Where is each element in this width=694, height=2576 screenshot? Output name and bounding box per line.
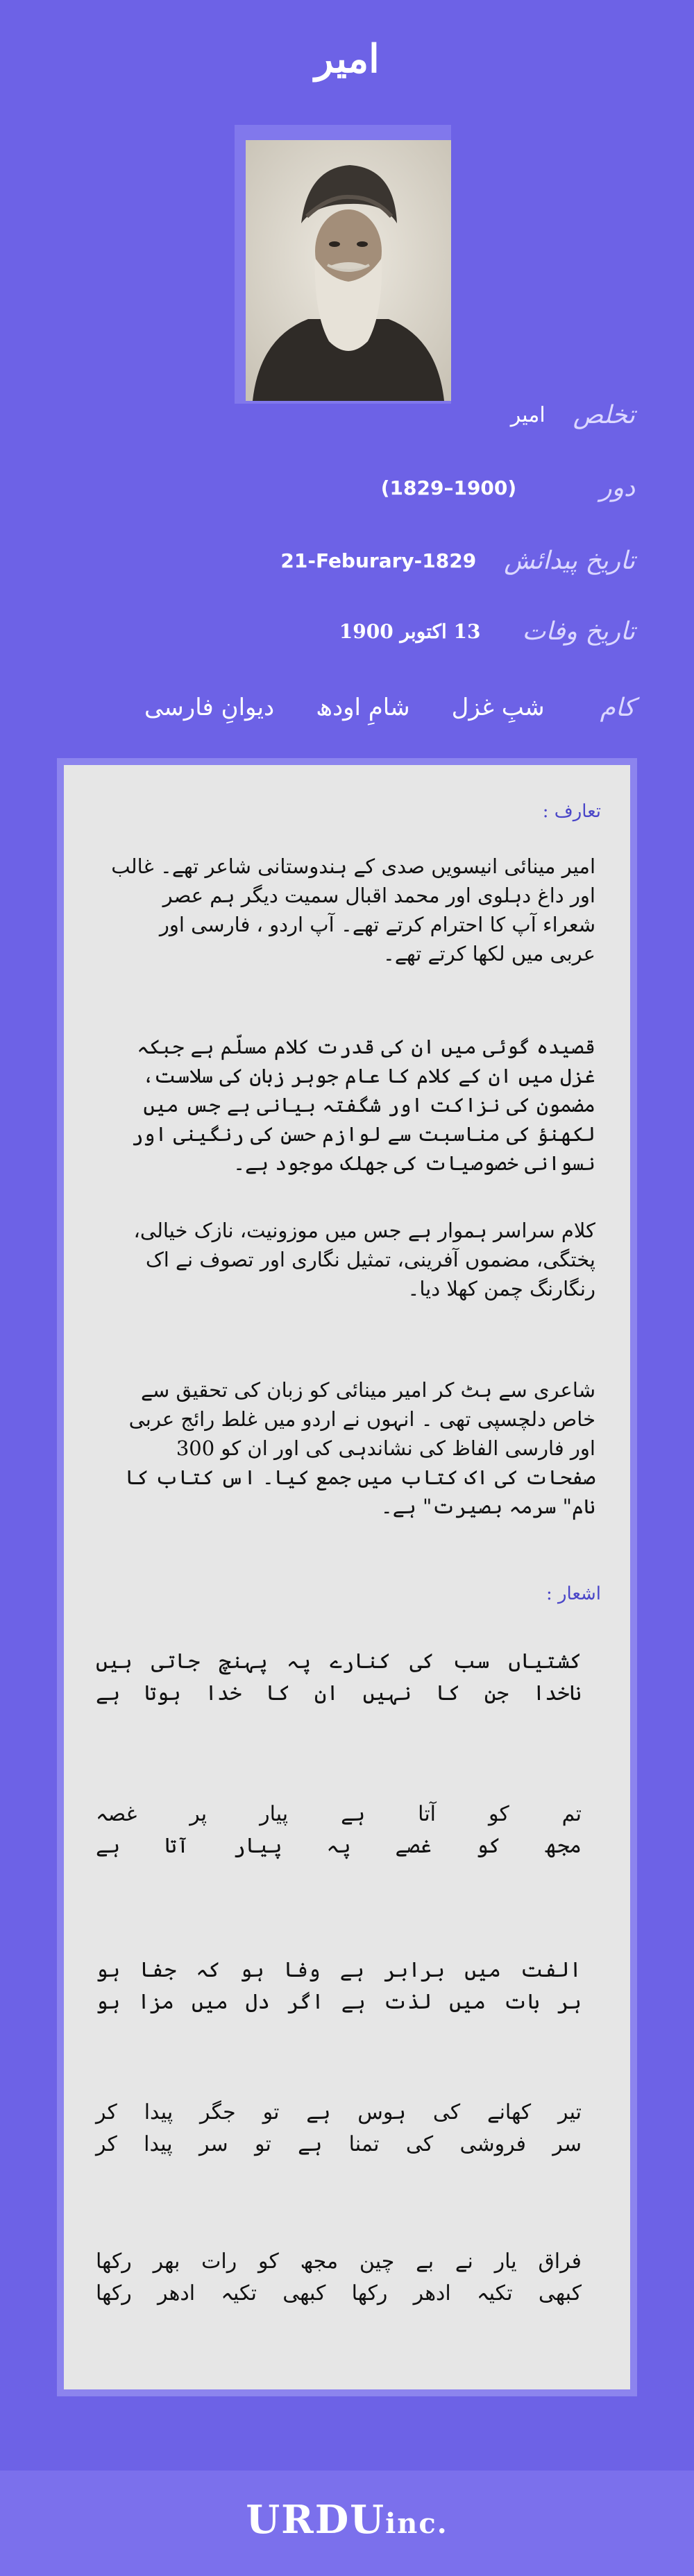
couplet-line: تم کو آتا ہے پیار پر غصہ xyxy=(96,1802,582,1826)
works-label: کام xyxy=(600,693,635,722)
couplet xyxy=(96,2246,582,2310)
work-item[interactable]: شامِ اودھ xyxy=(316,694,410,721)
couplet-line: سر فروشی کی تمنا ہے تو سر پیدا کر xyxy=(96,2132,582,2156)
daur-label: دور xyxy=(600,473,635,502)
work-item[interactable]: دیوانِ فارسی xyxy=(144,694,275,721)
couplet-line: تیر کھانے کی ہوس ہے تو جگر پیدا کر xyxy=(96,2100,582,2124)
couplet xyxy=(96,1798,582,1862)
couplet-line: کشتیاں سب کی کنارے پہ پہنچ جاتی ہیں xyxy=(96,1649,582,1674)
info-birth xyxy=(280,540,635,581)
couplet-line: ناخدا جن کا نہیں ان کا خدا ہوتا ہے xyxy=(96,1681,582,1706)
info-takhallus xyxy=(511,394,635,436)
logo-suffix: inc. xyxy=(385,2507,448,2540)
footer xyxy=(0,2471,694,2576)
couplet-line: الفت میں برابر ہے وفا ہو کہ جفا ہو xyxy=(96,1958,582,1982)
portrait-frame xyxy=(235,125,451,404)
takhallus-value: امیر xyxy=(510,402,545,427)
couplet-line: کبھی تکیہ ادھر رکھا کبھی تکیہ ادھر رکھا xyxy=(96,2281,582,2305)
couplet-line: ہر بات میں لذت ہے اگر دل میں مزا ہو xyxy=(96,1990,582,2014)
intro-paragraph: قصیدہ گوئی میں ان کی قدرت کلام مسلّم ہے جبکہ غزل میں ان کے کلام کا عام جوہر زبان کی سلاست، مضمون کی نزاکت اور شگفتہ بیانی ہے جس میں لکھنؤ کی مناسبت سے لوازم حسن کی رنگینی اور نسوانی خصوصیات کی جھلک موجود ہے۔ xyxy=(131,1035,595,1175)
daur-value: (1829–1900) xyxy=(380,476,517,499)
content-card xyxy=(64,765,630,2389)
info-works xyxy=(144,687,635,728)
couplet xyxy=(96,1646,582,1710)
couplet-line: فراق یار نے بے چین مجھ کو رات بھر رکھا xyxy=(96,2249,582,2274)
urduinc-logo[interactable] xyxy=(0,2497,694,2543)
birth-value: 21-Feburary-1829 xyxy=(280,549,477,572)
content-card-frame xyxy=(57,758,637,2396)
death-label: تاریخ وفات xyxy=(522,617,635,646)
intro-paragraph: کلام سراسر ہموار ہے جس میں موزونیت، نازک خیالی، پختگی، مضموں آفرینی، تمثیل نگاری اور تصوف نے اک رنگارنگ چمن کھلا دیا۔ xyxy=(133,1219,595,1300)
info-daur xyxy=(381,467,635,508)
intro-heading: تعارف : xyxy=(542,801,601,822)
works-list xyxy=(144,694,545,721)
portrait-image xyxy=(246,140,451,401)
poetry-heading: اشعار : xyxy=(545,1583,601,1604)
couplet-line: مجھ کو غصے پہ پیار آتا ہے xyxy=(96,1834,582,1858)
intro-paragraph: شاعری سے ہٹ کر امیر مینائی کو زبان کی تحقیق سے خاص دلچسپی تھی ۔ انہوں نے اردو میں غلط رائج عربی اور فارسی الفاظ کی نشاندہی کی اور ان کو 300 صفحات کی اک کتاب میں جمع کیا۔ اس کتاب کا نام" سرمہ بصیرت" ہے۔ xyxy=(125,1378,595,1518)
couplet xyxy=(96,1955,582,2018)
logo-main: URDU xyxy=(246,2497,386,2543)
birth-label: تاریخ پیدائش xyxy=(504,546,635,575)
portrait-photo-icon xyxy=(246,140,451,401)
couplet xyxy=(96,2097,582,2161)
intro-paragraph: امیر مینائی انیسویں صدی کے ہندوستانی شاعر تھے۔ غالب اور داغ دہلوی اور محمد اقبال سمیت دیگر ہم عصر شعراء آپ کا احترام کرتے تھے۔ آپ اردو ، فارسی اور عربی میں لکھا کرتے تھے۔ xyxy=(111,855,595,965)
info-death xyxy=(339,610,635,652)
takhallus-label: تخلص xyxy=(573,400,635,429)
page-title: امیر xyxy=(314,36,380,82)
work-item[interactable]: شبِ غزل xyxy=(451,694,545,721)
death-value: 13 اکتوبر 1900 xyxy=(339,619,481,643)
